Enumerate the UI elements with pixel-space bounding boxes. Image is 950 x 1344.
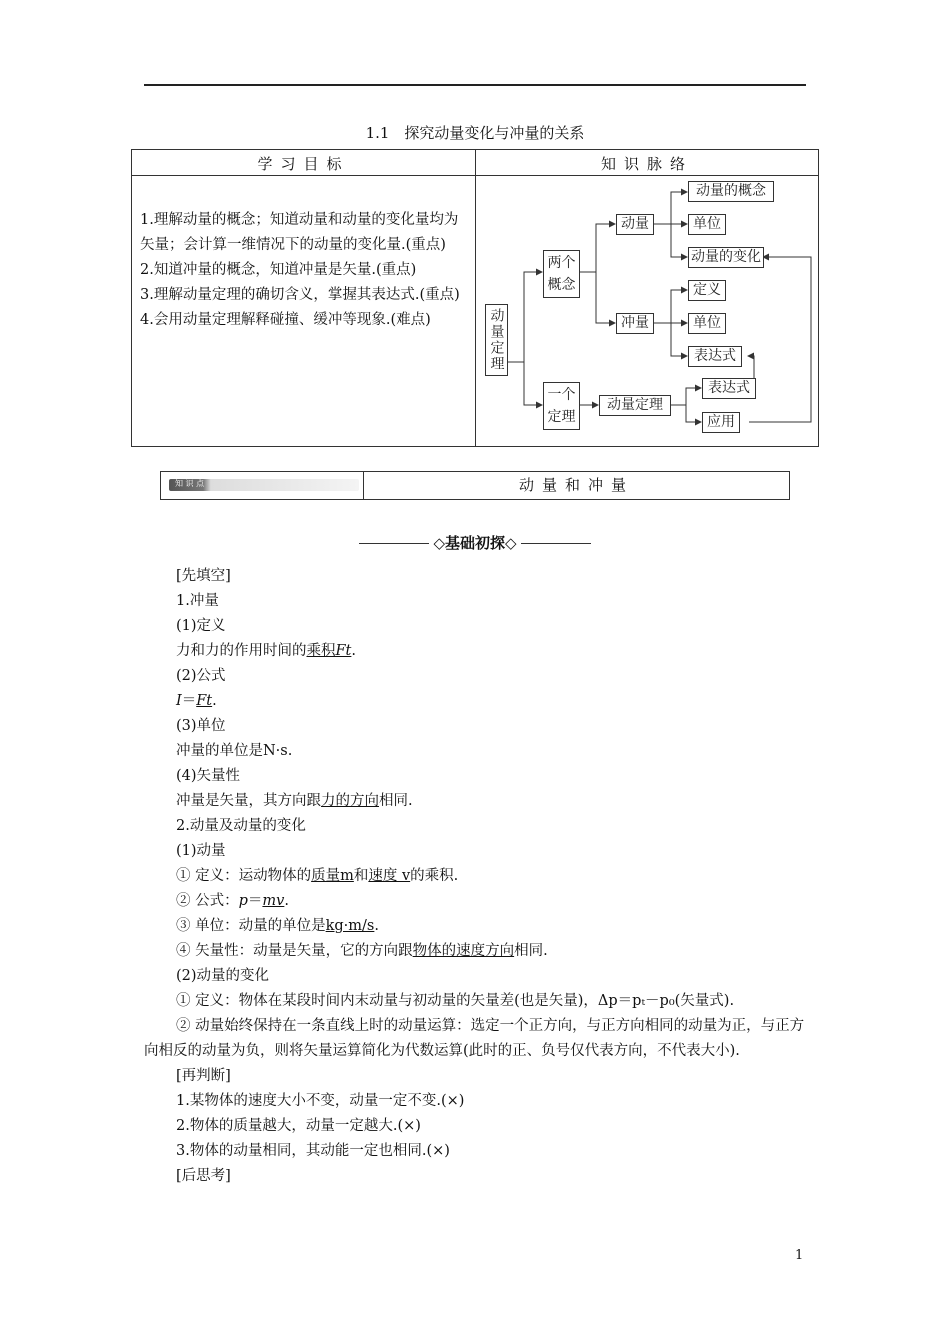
node-theorem-expression: 表达式 <box>702 378 756 399</box>
header-learning-goals: 学习目标 <box>257 155 350 173</box>
goal-item: 3.理解动量定理的确切含义，掌握其表达式.(重点) <box>140 287 460 303</box>
node-impulse: 冲量 <box>616 313 654 334</box>
node-impulse-expression: 表达式 <box>688 346 742 367</box>
node-momentum-change: 动量的变化 <box>688 247 764 268</box>
node-one-theorem: 一个定理 <box>543 382 580 430</box>
label-fill-in: [先填空] <box>176 568 231 584</box>
label-think: [后思考] <box>176 1168 231 1184</box>
knowledge-map <box>476 176 818 446</box>
page-number: 1 <box>795 1248 804 1263</box>
section-title: 动量和冲量 <box>518 476 634 494</box>
section-bar <box>160 471 790 500</box>
node-theorem: 动量定理 <box>599 395 671 416</box>
top-rule <box>144 84 806 86</box>
node-impulse-unit: 单位 <box>688 313 726 334</box>
label-judge: [再判断] <box>176 1068 231 1084</box>
goal-item: 1.理解动量的概念；知道动量和动量的变化量均为矢量；会计算一维情况下的动量的变化量.(重点) <box>140 212 459 253</box>
body-text: [先填空] 1.冲量 (1)定义 力和力的作用时间的乘积Ft. (2)公式 I＝Ft. (3)单位 冲量的单位是N·s. (4)矢量性 冲量是矢量，其方向跟力的方向相同. 2.动量及动量的变化 (1)动量 ① 定义：运动物体的质量m和速度 v的乘积. ② 公式：p＝mv. ③ 单位：动量的单位是kg·m/s. ④ 矢量性：动量是矢量，它的方向跟物体的速度方向相同. (2)动量的变化 ① 定义：物体在某段时间内末动量与初动量的矢量差(也是矢量)，Δp＝pₜ－p₀(矢量式). ② 动量始终保持在一条直线上时的动量运算：选定一个正方向，与正方向相同的动量为正，与正方向相反的动量为负，则将矢量运算简化为代数运算(此时的正、负号仅代表方向，不代表大小). [再判断] 1.某物体的速度大小不变，动量一定不变.(×) 2.物体的质量越大，动量一定越大.(×) 3.物体的动量相同，其动能一定也相同.(×) [后思考] <box>144 564 810 1189</box>
node-impulse-definition: 定义 <box>688 280 726 301</box>
heading-momentum: 2.动量及动量的变化 <box>176 818 306 834</box>
node-theorem-application: 应用 <box>702 412 740 433</box>
node-momentum-theorem-root: 动量定理 <box>485 304 508 376</box>
knowledge-point-badge: 知 识 点 <box>169 479 359 491</box>
heading-impulse: 1.冲量 <box>176 593 219 609</box>
node-momentum-unit: 单位 <box>688 214 726 235</box>
goal-item: 2.知道冲量的概念，知道冲量是矢量.(重点) <box>140 262 417 278</box>
goals-list <box>140 208 468 333</box>
page-title: 1.1 探究动量变化与冲量的关系 <box>365 124 585 142</box>
node-momentum: 动量 <box>616 214 654 235</box>
node-momentum-concept: 动量的概念 <box>688 181 774 202</box>
header-knowledge-map: 知识脉络 <box>600 155 693 173</box>
basic-heading: ◇基础初探◇ <box>0 532 950 553</box>
node-two-concepts: 两个概念 <box>543 250 580 298</box>
goal-item: 4.会用动量定理解释碰撞、缓冲等现象.(难点) <box>140 312 431 328</box>
objectives-table <box>131 149 819 447</box>
